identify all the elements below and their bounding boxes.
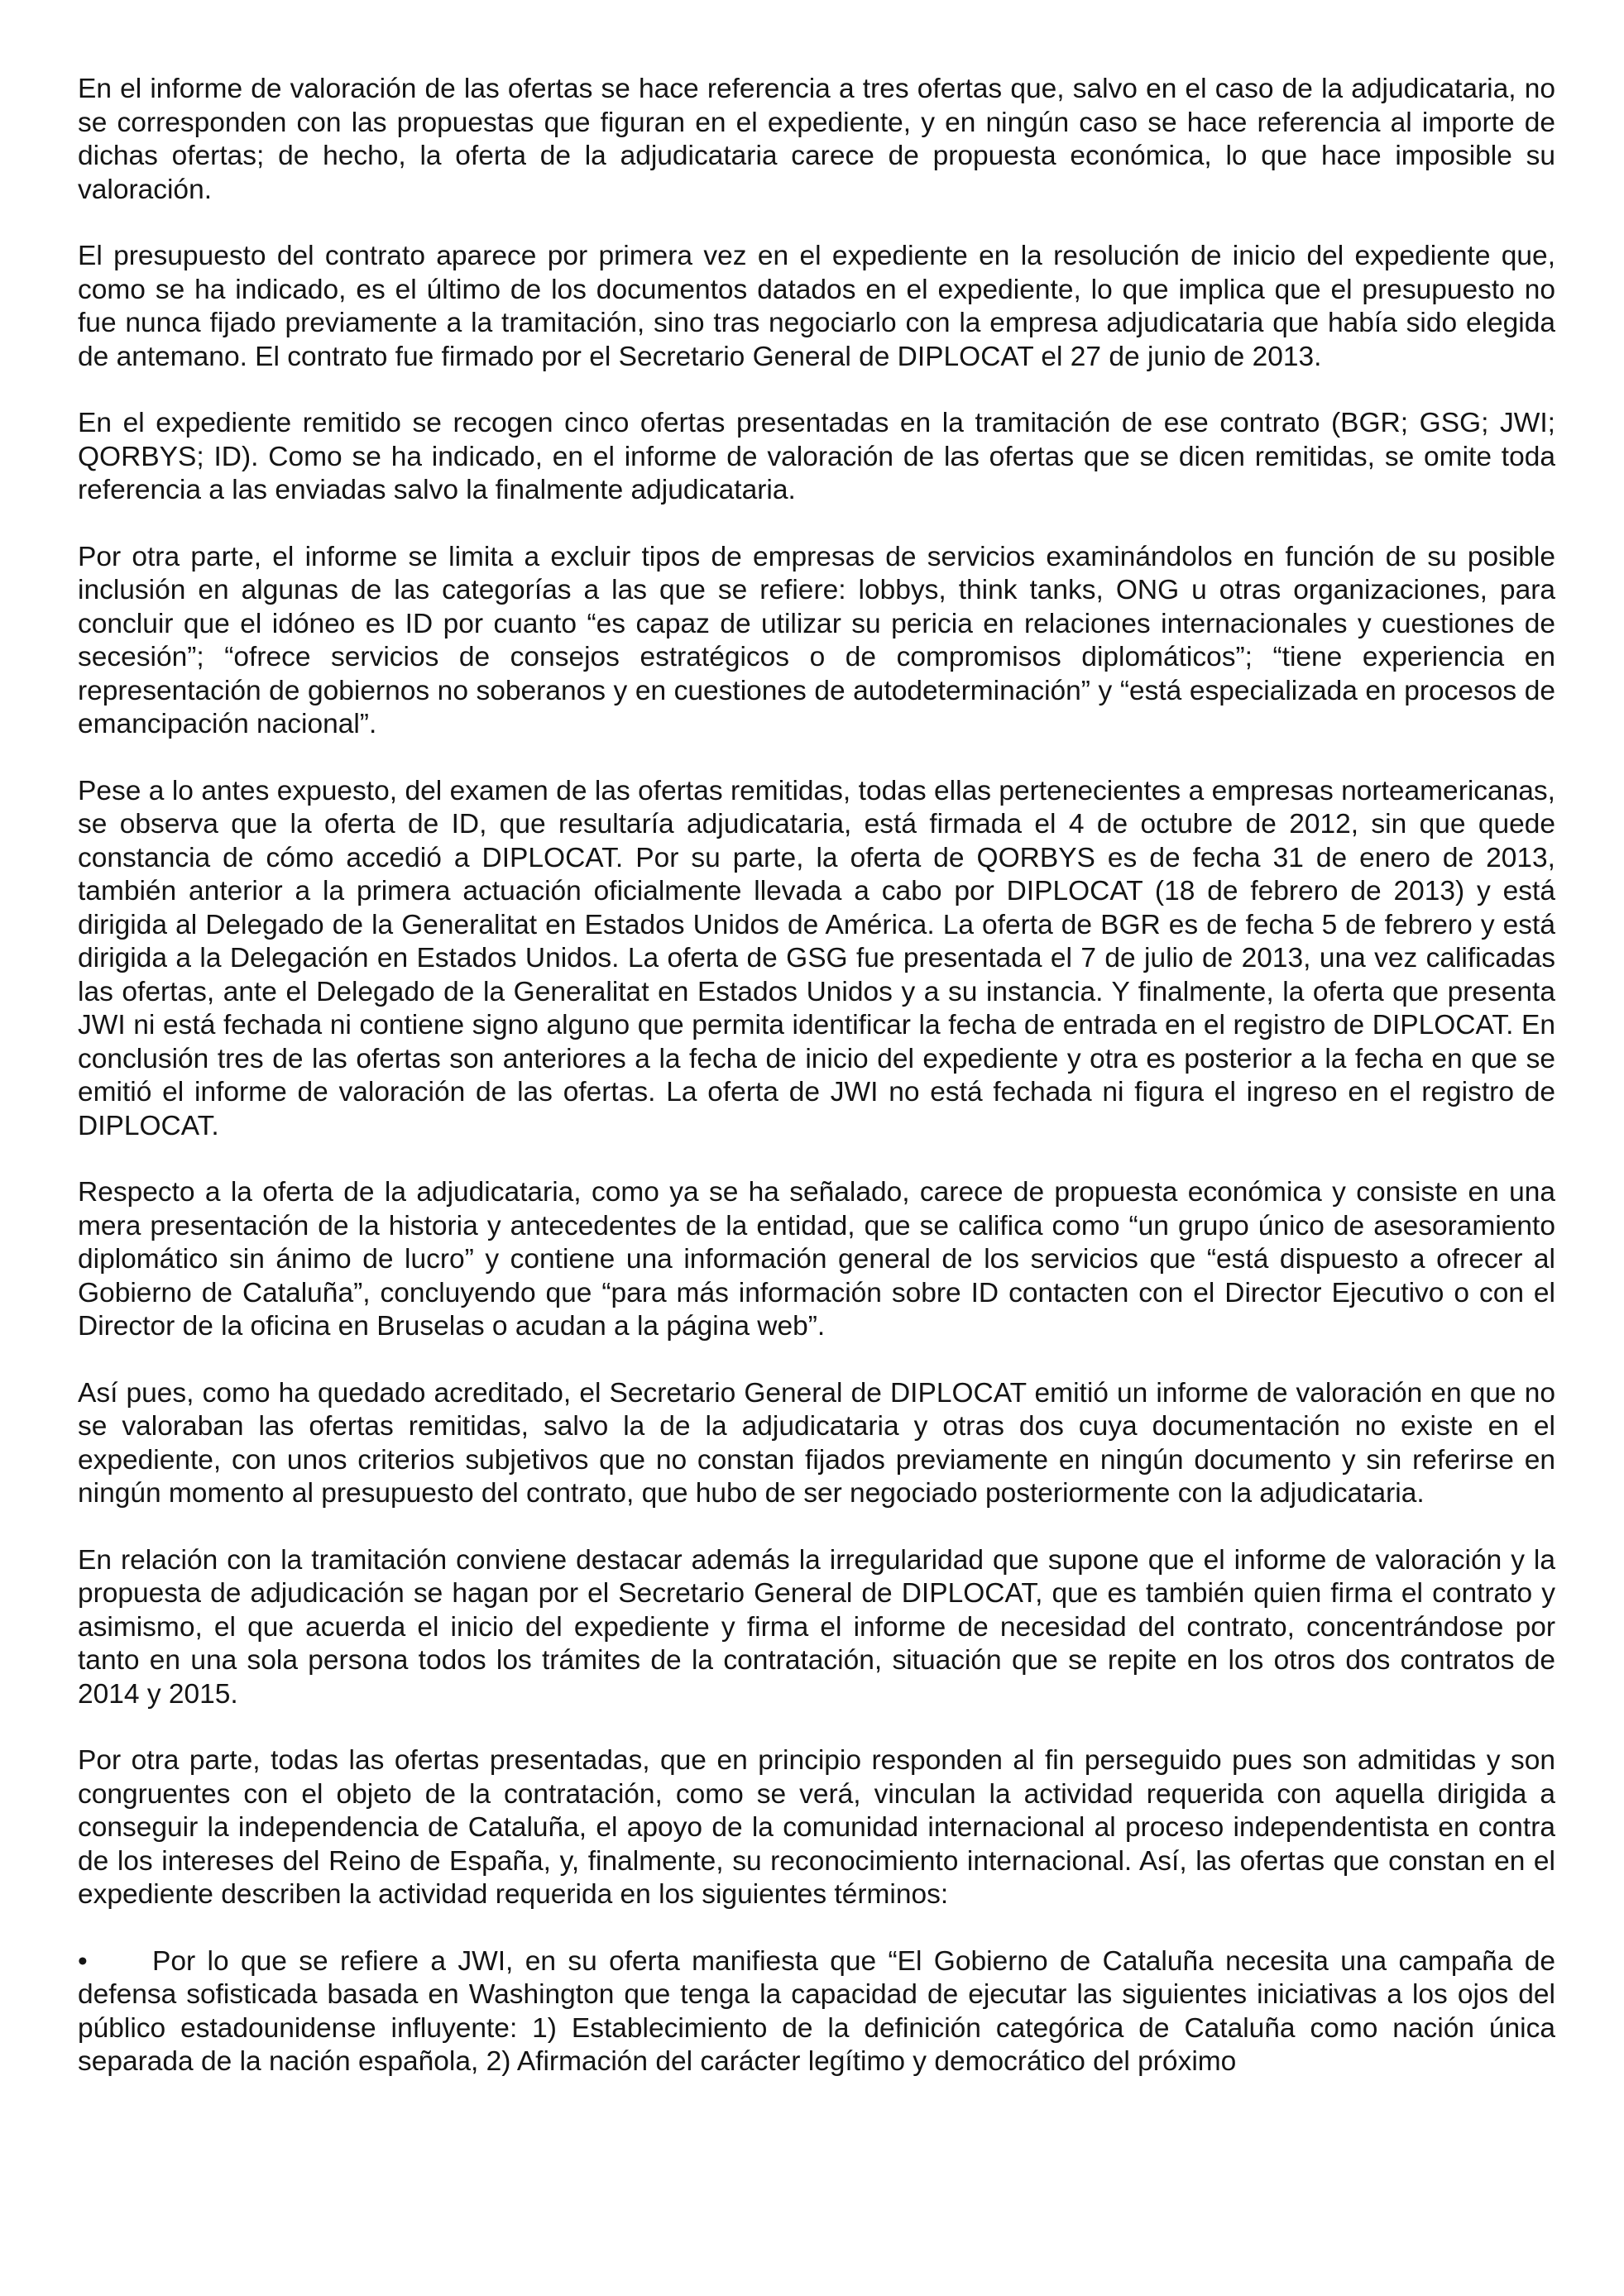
paragraph-contract-budget: El presupuesto del contrato aparece por primera vez en el expediente en la resolución de inicio del expediente que, como se ha indicado, es el último de los documentos datados en el expediente, lo que implica que el presupuesto no fue nunca fijado previamente a la tramitación, sino tras negociarlo con la empresa adjudicataria que había sido elegida de antemano. El contrato fue firmado por el Secretario General de DIPLOCAT el 27 de junio de 2013. xyxy=(78,241,1555,372)
paragraph-adjudicataria-offer: Respecto a la oferta de la adjudicataria, como ya se ha señalado, carece de propuesta económica y consiste en una mera presentación de la historia y antecedentes de la entidad, que se califica como “un grupo único de asesoramiento diplomático sin ánimo de lucro” y contiene una información general de los servicios que “está dispuesto a ofrecer al Gobierno de Cataluña”, concluyendo que “para más información sobre ID contacten con el Director Ejecutivo o con el Director de la oficina en Bruselas o acudan a la página web”. xyxy=(78,1177,1555,1342)
document-page xyxy=(78,73,1555,2079)
paragraph-five-offers: En el expediente remitido se recogen cinco ofertas presentadas en la tramitación de ese contrato (BGR; GSG; JWI; QORBYS; ID). Como se ha indicado, en el informe de valoración de las ofertas que se dicen remitidas, se omite toda referencia a las enviadas salvo la finalmente adjudicataria. xyxy=(78,408,1555,505)
bullet-text-jwi-offer: Por lo que se refiere a JWI, en su oferta manifiesta que “El Gobierno de Cataluña necesita una campaña de defensa sofisticada basada en Washington que tenga la capacidad de ejecutar las siguientes iniciativas a los ojos del público estadounidense influyente: 1) Establecimiento de la definición categórica de Cataluña como nación única separada de la nación española, 2) Afirmación del carácter legítimo y democrático del próximo xyxy=(78,1945,1555,2077)
bullet-icon: • xyxy=(78,1945,88,1977)
paragraph-report-categories: Por otra parte, el informe se limita a excluir tipos de empresas de servicios examinándolos en función de su posible inclusión en algunas de las categorías a las que se refiere: lobbys, think tanks, ONG u otras organizaciones, para concluir que el idóneo es ID por cuanto “es capaz de utilizar su pericia en relaciones internacionales y cuestiones de secesión”; “ofrece servicios de consejos estratégicos o de compromisos diplomáticos”; “tiene experiencia en representación de gobiernos no soberanos y en cuestiones de autodeterminación” y “está especializada en procesos de emancipación nacional”. xyxy=(78,541,1555,739)
paragraph-secretary-report: Así pues, como ha quedado acreditado, el Secretario General de DIPLOCAT emitió un informe de valoración en que no se valoraban las ofertas remitidas, salvo la de la adjudicataria y otras dos cuya documentación no existe en el expediente, con unos criterios subjetivos que no constan fijados previamente en ningún documento y sin referirse en ningún momento al presupuesto del contrato, que hubo de ser negociado posteriormente con la adjudicataria. xyxy=(78,1377,1555,1509)
list-item xyxy=(78,1945,1555,2079)
paragraph-procedure-irregularity: En relación con la tramitación conviene destacar además la irregularidad que supone que el informe de valoración y la propuesta de adjudicación se hagan por el Secretario General de DIPLOCAT, que es también quien firma el contrato y asimismo, el que acuerda el inicio del expediente y firma el informe de necesidad del contrato, concentrándose por tanto en una sola persona todos los trámites de la contratación, situación que se repite en los otros dos contratos de 2014 y 2015. xyxy=(78,1544,1555,1710)
paragraph-offers-dates: Pese a lo antes expuesto, del examen de las ofertas remitidas, todas ellas pertenecientes a empresas norteamericanas, se observa que la oferta de ID, que resultaría adjudicataria, está firmada el 4 de octubre de 2012, sin que quede constancia de cómo accedió a DIPLOCAT. Por su parte, la oferta de QORBYS es de fecha 31 de enero de 2013, también anterior a la primera actuación oficialmente llevada a cabo por DIPLOCAT (18 de febrero de 2013) y está dirigida al Delegado de la Generalitat en Estados Unidos de América. La oferta de BGR es de fecha 5 de febrero y está dirigida a la Delegación en Estados Unidos. La oferta de GSG fue presentada el 7 de julio de 2013, una vez calificadas las ofertas, ante el Delegado de la Generalitat en Estados Unidos y a su instancia. Y finalmente, la oferta que presenta JWI ni está fechada ni contiene signo alguno que permita identificar la fecha de entrada en el registro de DIPLOCAT. En conclusión tres de las ofertas son anteriores a la fecha de inicio del expediente y otra es posterior a la fecha en que se emitió el informe de valoración de las ofertas. La oferta de JWI no está fechada ni figura el ingreso en el registro de DIPLOCAT. xyxy=(78,775,1555,1141)
paragraph-offers-independence: Por otra parte, todas las ofertas presentadas, que en principio responden al fin perseguido pues son admitidas y son congruentes con el objeto de la contratación, como se verá, vinculan la actividad requerida con aquella dirigida a conseguir la independencia de Cataluña, el apoyo de la comunidad internacional al proceso independentista en contra de los intereses del Reino de España, y, finalmente, su reconocimiento internacional. Así, las ofertas que constan en el expediente describen la actividad requerida en los siguientes términos: xyxy=(78,1745,1555,1910)
paragraph-offers-valuation-report: En el informe de valoración de las ofertas se hace referencia a tres ofertas que, salvo en el caso de la adjudicataria, no se corresponden con las propuestas que figuran en el expediente, y en ningún caso se hace referencia al importe de dichas ofertas; de hecho, la oferta de la adjudicataria carece de propuesta económica, lo que hace imposible su valoración. xyxy=(78,74,1555,205)
